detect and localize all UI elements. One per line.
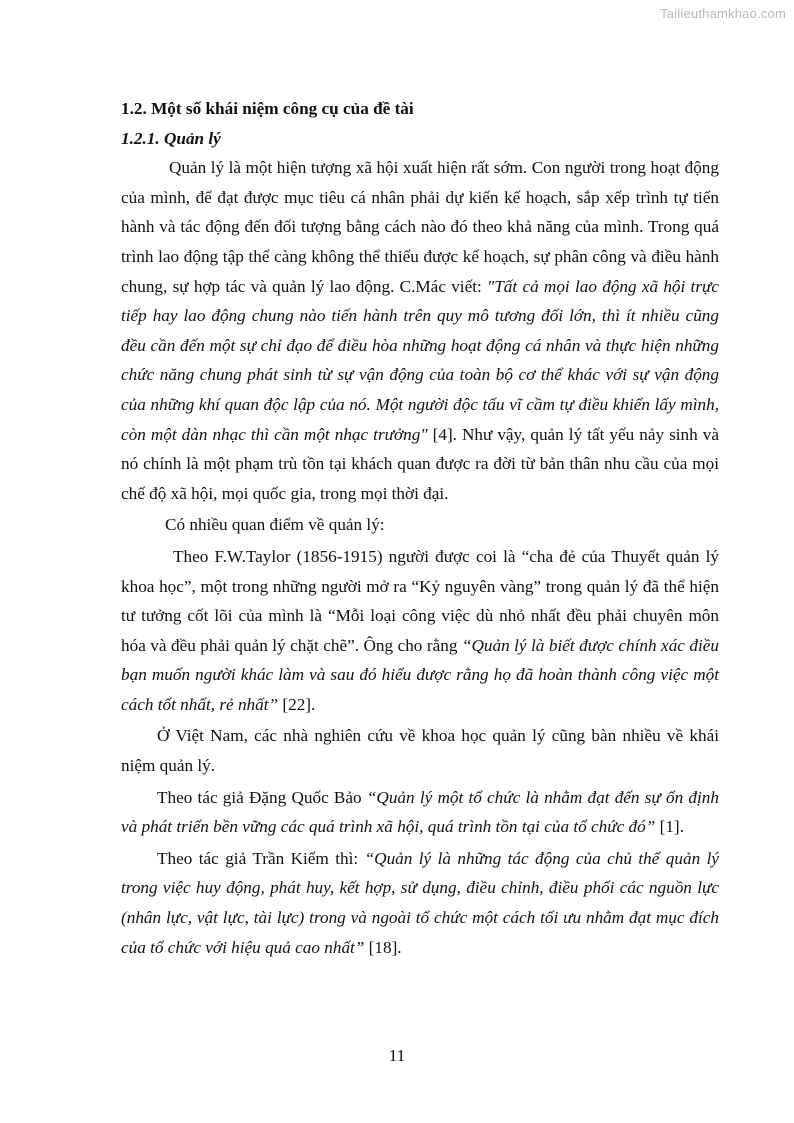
paragraph-text: Quản lý là một hiện tượng xã hội xuất hiện rất sớm. Con người trong hoạt động của mình, để đạt được mục tiêu cá nhân phải dự kiến kế hoạch, sắp xếp trình tự tiến hành và tác động đến đối tượng bằng cách nào đó theo khả năng của mình. Trong quá trình lao động tập thể càng không thể thiếu được kế hoạch, sự phân công và điều hành chung, sự hợp tác và quản lý lao động. C.Mác viết: [121, 158, 719, 296]
document-body [121, 94, 719, 962]
paragraph-text: [1]. [655, 817, 684, 837]
page-number: 11 [388, 1046, 406, 1065]
paragraph-management-origin [121, 153, 719, 508]
paragraph-text: Theo tác giả Đặng Quốc Bảo [157, 787, 367, 807]
dang-quoc-bao-quote: “Quản lý một tổ chức là nhằm đạt đến sự ổn định và phát triển bền vững các quá trình xã hội, quá trình tồn tại của tổ chức đó” [121, 787, 719, 837]
paragraph-text: Theo F.W.Taylor (1856-1915) người được coi là “cha đẻ của Thuyết quản lý khoa học”, một trong những người mở ra “Kỷ nguyên vàng” trong quản lý đã thể hiện tư tưởng cốt lõi của mình là “Mỗi loại công việc dù nhỏ nhất đều phải chuyên môn hóa và đều phải quản lý chặt chẽ”. Ông cho rằng [121, 546, 719, 655]
taylor-quote: “Quản lý là biết được chính xác điều bạn muốn người khác làm và sau đó hiểu được rằng họ đã hoàn thành công việc một cách tốt nhất, rẻ nhất” [121, 635, 719, 714]
paragraph-taylor [121, 542, 719, 720]
paragraph-tran-kiem [121, 844, 719, 962]
section-heading: 1.2. Một số khái niệm công cụ của đề tài [121, 99, 414, 118]
subsection-heading: 1.2.1. Quản lý [121, 128, 221, 148]
marx-quote: "Tất cả mọi lao động xã hội trực tiếp hay lao động chung nào tiến hành trên quy mô tương đối lớn, thì ít nhiều cũng đều cần đến một sự chỉ đạo để điều hòa những hoạt động cá nhân và thực hiện những chức năng chung phát sinh từ sự vận động của toàn bộ cơ thể khác với sự vận động của những khí quan độc lập của nó. Một người độc tấu vĩ cầm tự điều khiển lấy mình, còn một dàn nhạc thì cần một nhạc trưởng" [121, 276, 720, 444]
paragraph-text: Theo tác giả Trần Kiểm thì: [157, 848, 365, 868]
paragraph-text: [22]. [278, 694, 316, 714]
tran-kiem-quote: “Quản lý là những tác động của chủ thể quản lý trong việc huy động, phát huy, kết hợp, sử dụng, điều chỉnh, điều phối các nguồn lực (nhân lực, vật lực, tài lực) trong và ngoài tổ chức một cách tối ưu nhằm đạt mục đích của tổ chức với hiệu quả cao nhất” [121, 848, 719, 957]
paragraph-vietnam: Ở Việt Nam, các nhà nghiên cứu về khoa học quản lý cũng bàn nhiều về khái niệm quản lý. [121, 726, 719, 776]
watermark: Tailieuthamkhao.com [660, 6, 786, 21]
paragraph-text: [4]. Như vậy, quản lý tất yếu nảy sinh và nó chính là một phạm trù tồn tại khách quan được ra đời từ bản thân nhu cầu của mọi chế độ xã hội, mọi quốc gia, trong mọi thời đại. [121, 424, 719, 503]
paragraph-text: [18]. [364, 937, 402, 957]
paragraph-dang-quoc-bao [121, 783, 719, 842]
paragraph-viewpoints-intro: Có nhiều quan điểm về quản lý: [165, 515, 385, 535]
